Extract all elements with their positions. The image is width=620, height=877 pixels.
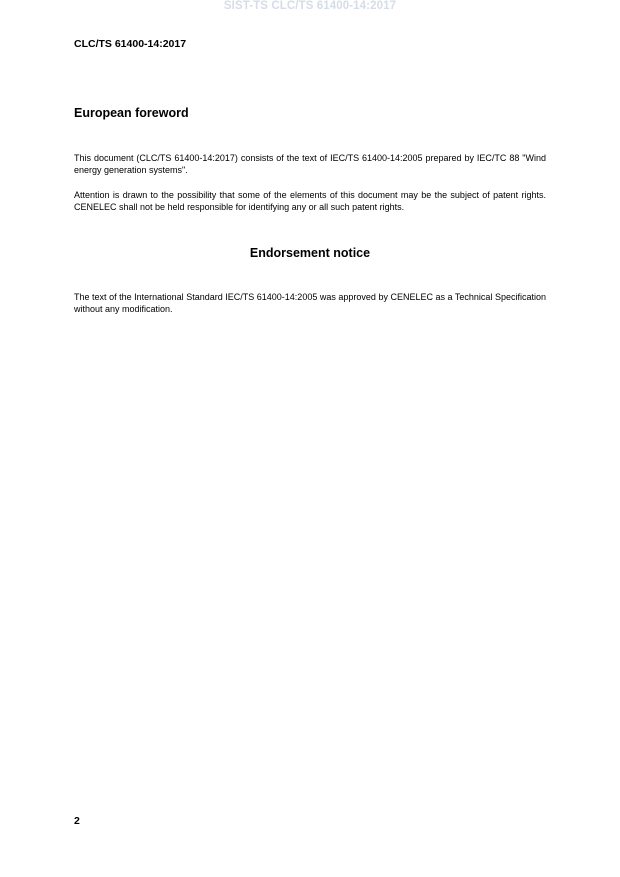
document-id: CLC/TS 61400-14:2017 [74,38,187,50]
page-number: 2 [74,815,80,827]
endorsement-paragraph: The text of the International Standard IEC/TS 61400-14:2005 was approved by CENELEC as a Technical Specification without any modification. [74,292,546,314]
foreword-title: European foreword [74,106,189,120]
foreword-paragraph-1: This document (CLC/TS 61400-14:2017) consists of the text of IEC/TS 61400-14:2005 prepared by IEC/TC 88 "Wind energy generation systems". [74,153,546,175]
foreword-paragraph-2: Attention is drawn to the possibility that some of the elements of this document may be the subject of patent rights. CENELEC shall not be held responsible for identifying any or all such patent rights. [74,190,546,212]
watermark: SIST-TS CLC/TS 61400-14:2017 [223,0,397,12]
endorsement-title: Endorsement notice [249,246,371,260]
